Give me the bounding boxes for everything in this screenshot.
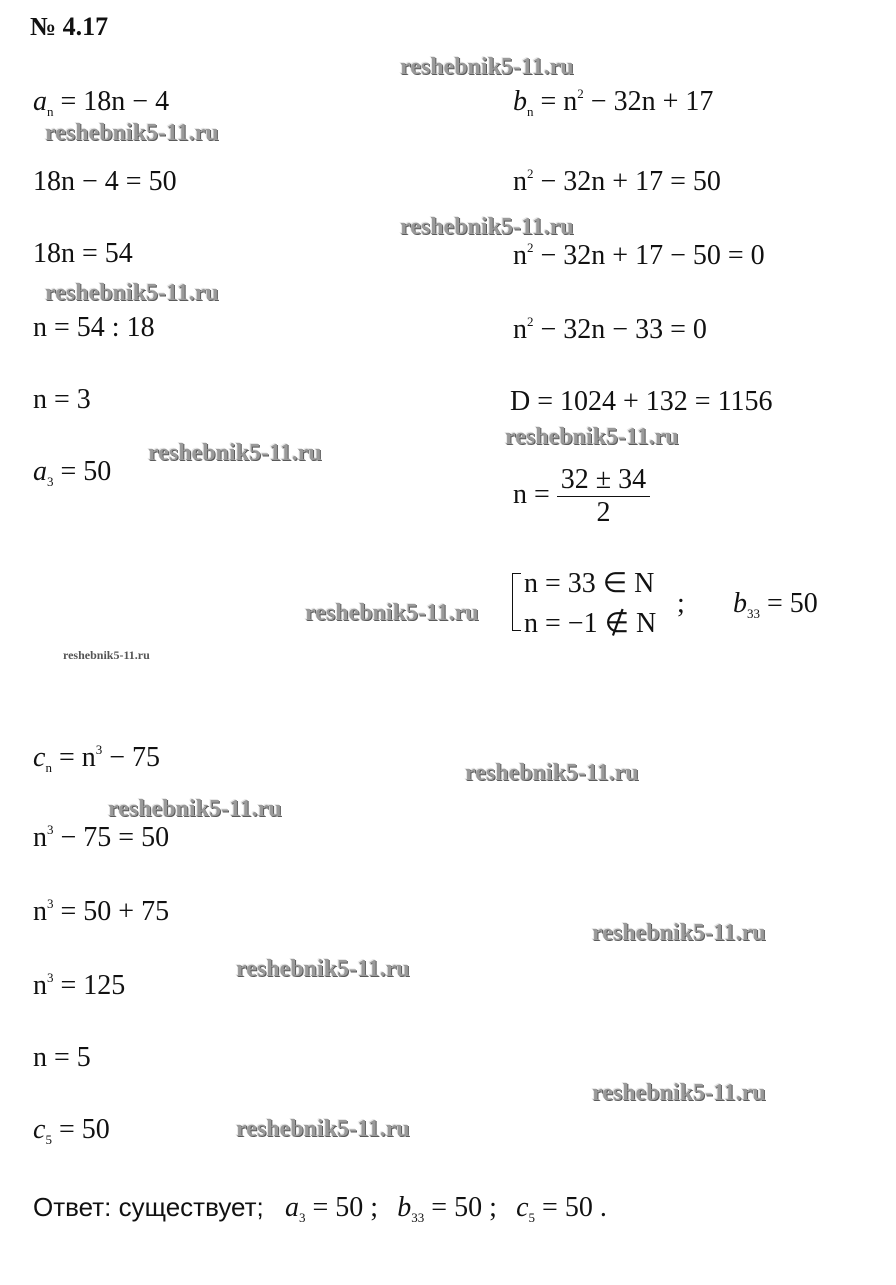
answer-a: $a_3 = 50$ ; [284,1192,379,1225]
separator: ; [677,588,685,619]
roots-formula: n = $\frac{32 \pm 34}{2}$ [513,464,650,529]
watermark: reshebnik5-11.ru [400,214,574,240]
watermark: reshebnik5-11.ru [592,920,766,946]
c-equation-step3: $n^3 = 125$ [33,970,126,1001]
root-1: n = 33 ∈ N [524,568,655,599]
b-formula: $b_n = n^2 - 32n + 17$ [513,86,714,119]
watermark: reshebnik5-11.ru [465,760,639,786]
a-equation-step4: n = 3 [33,384,91,415]
root-2: n = −1 ∉ N [524,608,657,639]
watermark: reshebnik5-11.ru [108,796,282,822]
a-equation-step1: 18n − 4 = 50 [33,166,177,197]
watermark: reshebnik5-11.ru [305,600,479,626]
c-equation-step1: $n^3 - 75 = 50$ [33,822,170,853]
watermark-small: reshebnik5-11.ru [63,648,150,662]
c-formula: $c_n = n^3 - 75$ [33,742,161,775]
b-result: $b_{33} = 50$ [733,588,818,621]
a-equation-step2: 18n = 54 [33,238,133,269]
answer-b: $b_{33} = 50$ ; [397,1192,497,1225]
watermark: reshebnik5-11.ru [45,280,219,306]
a-result: $a_3 = 50$ [33,456,112,489]
c-equation-step4: n = 5 [33,1042,91,1073]
a-formula: $a_n = 18n - 4$ [33,86,170,119]
watermark: reshebnik5-11.ru [148,440,322,466]
b-equation-step3: $n^2 - 32n - 33 = 0$ [513,314,707,345]
watermark: reshebnik5-11.ru [400,54,574,80]
answer-line [33,1192,607,1226]
b-equation-step2: $n^2 - 32n + 17 - 50 = 0$ [513,240,765,271]
answer-c: $c_5 = 50$ . [516,1192,607,1225]
a-equation-step3: n = 54 : 18 [33,312,155,343]
problem-title: № 4.17 [30,12,109,41]
watermark: reshebnik5-11.ru [505,424,679,450]
discriminant: D = 1024 + 132 = 1156 [510,386,773,417]
c-equation-step2: $n^3 = 50 + 75$ [33,896,170,927]
b-equation-step1: $n^2 - 32n + 17 = 50$ [513,166,721,197]
watermark: reshebnik5-11.ru [236,1116,410,1142]
answer-label: Ответ: существует; [33,1192,264,1222]
watermark: reshebnik5-11.ru [236,956,410,982]
watermark: reshebnik5-11.ru [45,120,219,146]
fraction: $\frac{32 \pm 34}{2}$ [557,464,650,529]
watermark: reshebnik5-11.ru [592,1080,766,1106]
system-bracket [512,573,521,631]
c-result: $c_5 = 50$ [33,1114,110,1147]
